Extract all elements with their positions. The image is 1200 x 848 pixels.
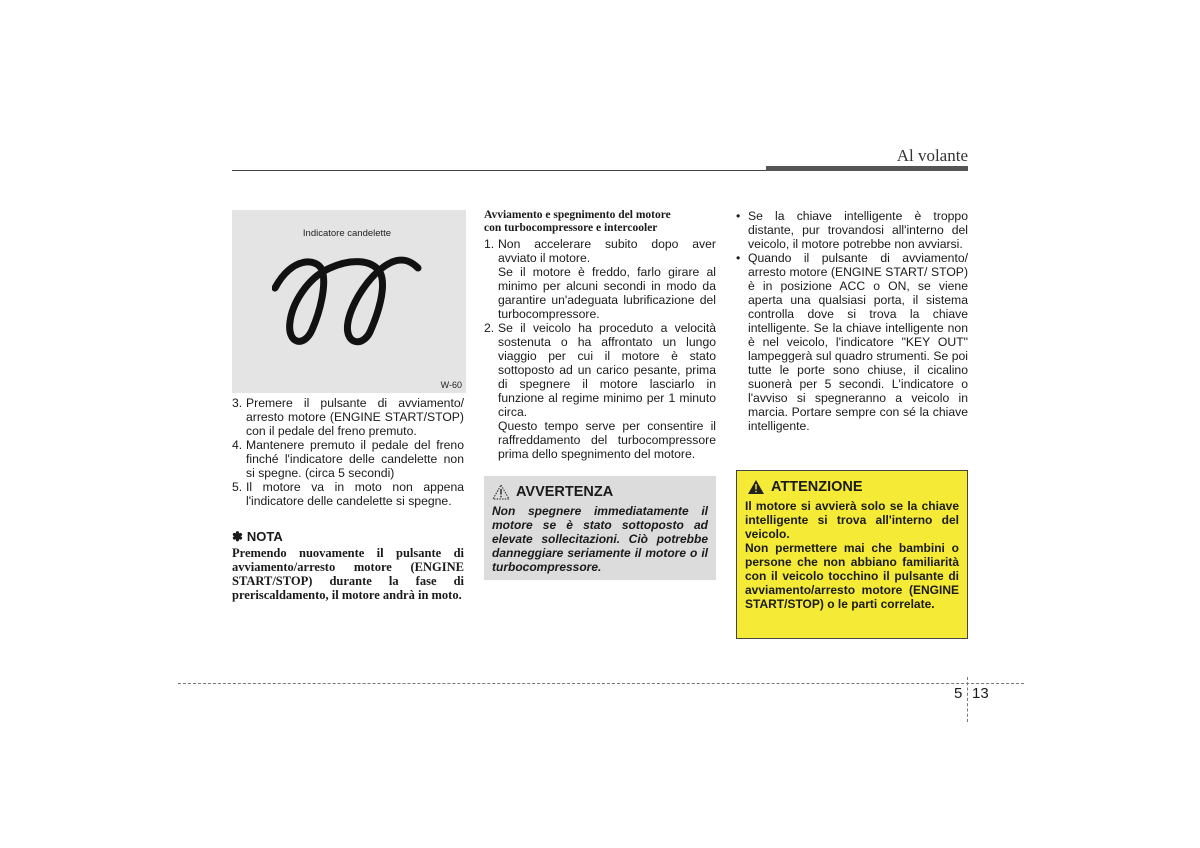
list-item — [484, 237, 716, 265]
glow-plug-indicator-icon — [272, 252, 422, 352]
item-text: Se il veicolo ha proceduto a velocità sostenuta o ha affrontato un lungo viaggio per cui il motore è stato sottoposto ad un carico pesante, prima di spegnere il motore lasciarlo in funzione al regime minimo per 1 minuto circa. — [498, 321, 716, 419]
figure-code: W-60 — [440, 380, 462, 390]
note-heading — [232, 530, 464, 544]
item-number: 3. — [232, 396, 243, 410]
item-text: Il motore va in moto non appena l'indicatore delle candelette si spegne. — [246, 480, 464, 508]
glow-plug-figure — [232, 210, 466, 393]
list-item — [232, 396, 464, 438]
bullet-icon: • — [736, 251, 741, 265]
section-number: 5 — [954, 685, 963, 702]
column-2 — [484, 209, 716, 461]
bullet-item — [736, 209, 968, 251]
caution-triangle-icon — [747, 479, 765, 495]
turbo-heading-line2: con turbocompressore e intercooler — [484, 222, 658, 234]
footer-rule — [178, 683, 1024, 684]
warning-title: AVVERTENZA — [516, 484, 614, 500]
turbo-heading — [484, 209, 716, 235]
item-text: Premere il pulsante di avviamento/ arresto motore (ENGINE START/STOP) con il pedale del freno premuto. — [246, 396, 464, 438]
item-number: 1. — [484, 237, 495, 251]
item-subparagraph: Questo tempo serve per consentire il raffreddamento del turbocompressore prima dello spegnimento del motore. — [498, 419, 716, 461]
bullet-item — [736, 251, 968, 433]
list-item — [484, 321, 716, 419]
warning-triangle-icon — [492, 484, 510, 500]
section-title: Al volante — [896, 146, 968, 165]
note-body: Premendo nuovamente il pulsante di avviamento/arresto motore (ENGINE START/STOP) durante la fase di preriscaldamento, il motore andrà in moto. — [232, 546, 464, 602]
header-rule-accent — [766, 166, 968, 171]
bullet-text: Quando il pulsante di avviamento/ arresto motore (ENGINE START/ STOP) è in posizione ACC o ON, se viene aperta una qualsiasi porta, il sistema controlla dove si trova la chiave intelligente. Se la chiave intelligente non è nel veicolo, l'indicatore "KEY OUT" lampeggerà sul quadro strumenti. Se poi tutte le porte sono chiuse, il cicalino suonerà per 5 secondi. L'indicatore o l'avviso si spegneranno a veicolo in marcia. Portare sempre con sé la chiave intelligente. — [748, 251, 968, 433]
item-text: Non accelerare subito dopo aver avviato il motore. — [498, 237, 716, 265]
caution-paragraph: Non permettere mai che bambini o persone che non abbiano familiarità con il veicolo tocchino il pulsante di avviamento/arresto motore (ENGINE START/STOP) o le parti correlate. — [745, 541, 959, 611]
warning-box — [484, 476, 716, 580]
warning-heading — [492, 484, 708, 500]
caution-box — [736, 470, 968, 639]
figure-caption: Indicatore candelette — [302, 228, 392, 239]
footer-divider — [967, 677, 968, 722]
page-number: 13 — [972, 685, 989, 702]
bullet-icon: • — [736, 209, 741, 223]
list-item — [232, 438, 464, 480]
caution-body — [745, 499, 959, 611]
bullet-text: Se la chiave intelligente è troppo distante, pur trovandosi all'interno del veicolo, il motore potrebbe non avviarsi. — [748, 209, 968, 251]
item-subparagraph: Se il motore è freddo, farlo girare al minimo per alcuni secondi in modo da garantire un'adeguata lubrificazione del turbocompressore. — [498, 265, 716, 321]
item-number: 4. — [232, 438, 243, 452]
warning-body: Non spegnere immediatamente il motore se è stato sottoposto ad elevate sollecitazioni. Ciò potrebbe danneggiare seriamente il motore o il turbocompressore. — [492, 504, 708, 574]
item-number: 2. — [484, 321, 495, 335]
caution-heading — [747, 479, 959, 495]
column-3 — [736, 209, 968, 433]
column-1 — [232, 396, 464, 602]
caution-title: ATTENZIONE — [771, 479, 863, 495]
caution-paragraph: Il motore si avvierà solo se la chiave intelligente si trova all'interno del veicolo. — [745, 499, 959, 541]
item-number: 5. — [232, 480, 243, 494]
asterisk-icon: ✽ — [232, 529, 243, 544]
item-text: Mantenere premuto il pedale del freno finché l'indicatore delle candelette non si spegne. (circa 5 secondi) — [246, 438, 464, 480]
note-title: NOTA — [246, 529, 283, 544]
list-item — [232, 480, 464, 508]
turbo-heading-line1: Avviamento e spegnimento del motore — [484, 209, 671, 221]
